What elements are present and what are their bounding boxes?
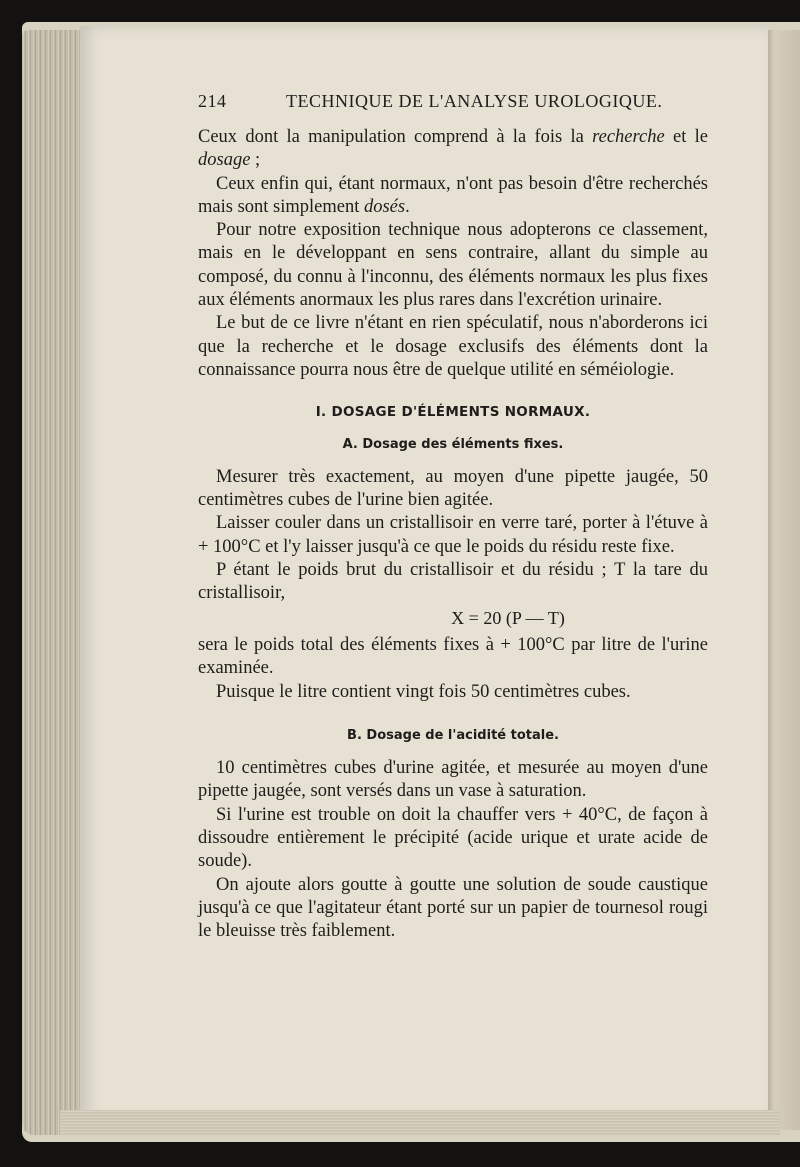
intro-paragraph-3: Pour notre exposition technique nous adopterons ce classement, mais en le développant en sens contraire, allant du simple au composé, du connu à l'inconnu, des éléments normaux les plus fixes aux éléments anormaux les plus rares dans l'excrétion urinaire. xyxy=(198,220,708,311)
running-title: TECHNIQUE DE L'ANALYSE UROLOGIQUE. xyxy=(286,91,663,111)
section-a-heading: A. Dosage des éléments fixes. xyxy=(342,436,564,452)
section-a-paragraph-2: Laisser couler dans un cristallisoir en verre taré, porter à l'étuve à + 100°C et l'y laisser jusqu'à ce que le poids du résidu reste fixe. xyxy=(198,513,708,557)
section-a-paragraph-5: Puisque le litre contient vingt fois 50 centimètres cubes. xyxy=(216,681,631,702)
section-b-heading: B. Dosage de l'acidité totale. xyxy=(347,727,559,743)
facing-page-edge xyxy=(768,30,800,1130)
section-a-paragraph-4: sera le poids total des éléments fixes à + 100°C par litre de l'urine examinée. xyxy=(198,634,708,679)
intro-paragraph-1: Ceux dont la manipulation comprend à la fois la recherche et le dosage ; xyxy=(198,127,708,171)
section-1-heading: I. DOSAGE D'ÉLÉMENTS NORMAUX. xyxy=(315,404,591,421)
bottom-page-edges xyxy=(60,1110,780,1136)
page-number: 214 xyxy=(198,91,227,111)
section-b-paragraph-2: Si l'urine est trouble on doit la chauffer vers + 40°C, de façon à dissoudre entièrement le précipité (acide urique et urate acide de soude). xyxy=(198,804,708,872)
intro-paragraph-2: Ceux enfin qui, étant normaux, n'ont pas besoin d'être recherchés mais sont simplement dosés. xyxy=(198,173,708,217)
running-head xyxy=(198,90,708,116)
formula: X = 20 (P — T) xyxy=(451,607,565,628)
section-a-paragraph-1: Mesurer très exactement, au moyen d'une pipette jaugée, 50 centimètres cubes de l'urine bien agitée. xyxy=(198,466,708,511)
intro-paragraph-4: Le but de ce livre n'étant en rien spéculatif, nous n'aborderons ici que la recherche et le dosage exclusifs des éléments dont la connaissance pourra nous être de quelque utilité en séméiologie. xyxy=(198,313,708,380)
page-text xyxy=(198,90,708,944)
section-a-paragraph-3: P étant le poids brut du cristallisoir et du résidu ; T la tare du cristallisoir, xyxy=(198,560,708,604)
section-b-paragraph-3: On ajoute alors goutte à goutte une solution de soude caustique jusqu'à ce que l'agitateur étant porté sur un papier de tournesol rougi le bleuisse très faiblement. xyxy=(198,874,708,942)
page-edges xyxy=(22,30,82,1135)
section-b-paragraph-1: 10 centimètres cubes d'urine agitée, et mesurée au moyen d'une pipette jaugée, sont versés dans un vase à saturation. xyxy=(198,758,708,802)
